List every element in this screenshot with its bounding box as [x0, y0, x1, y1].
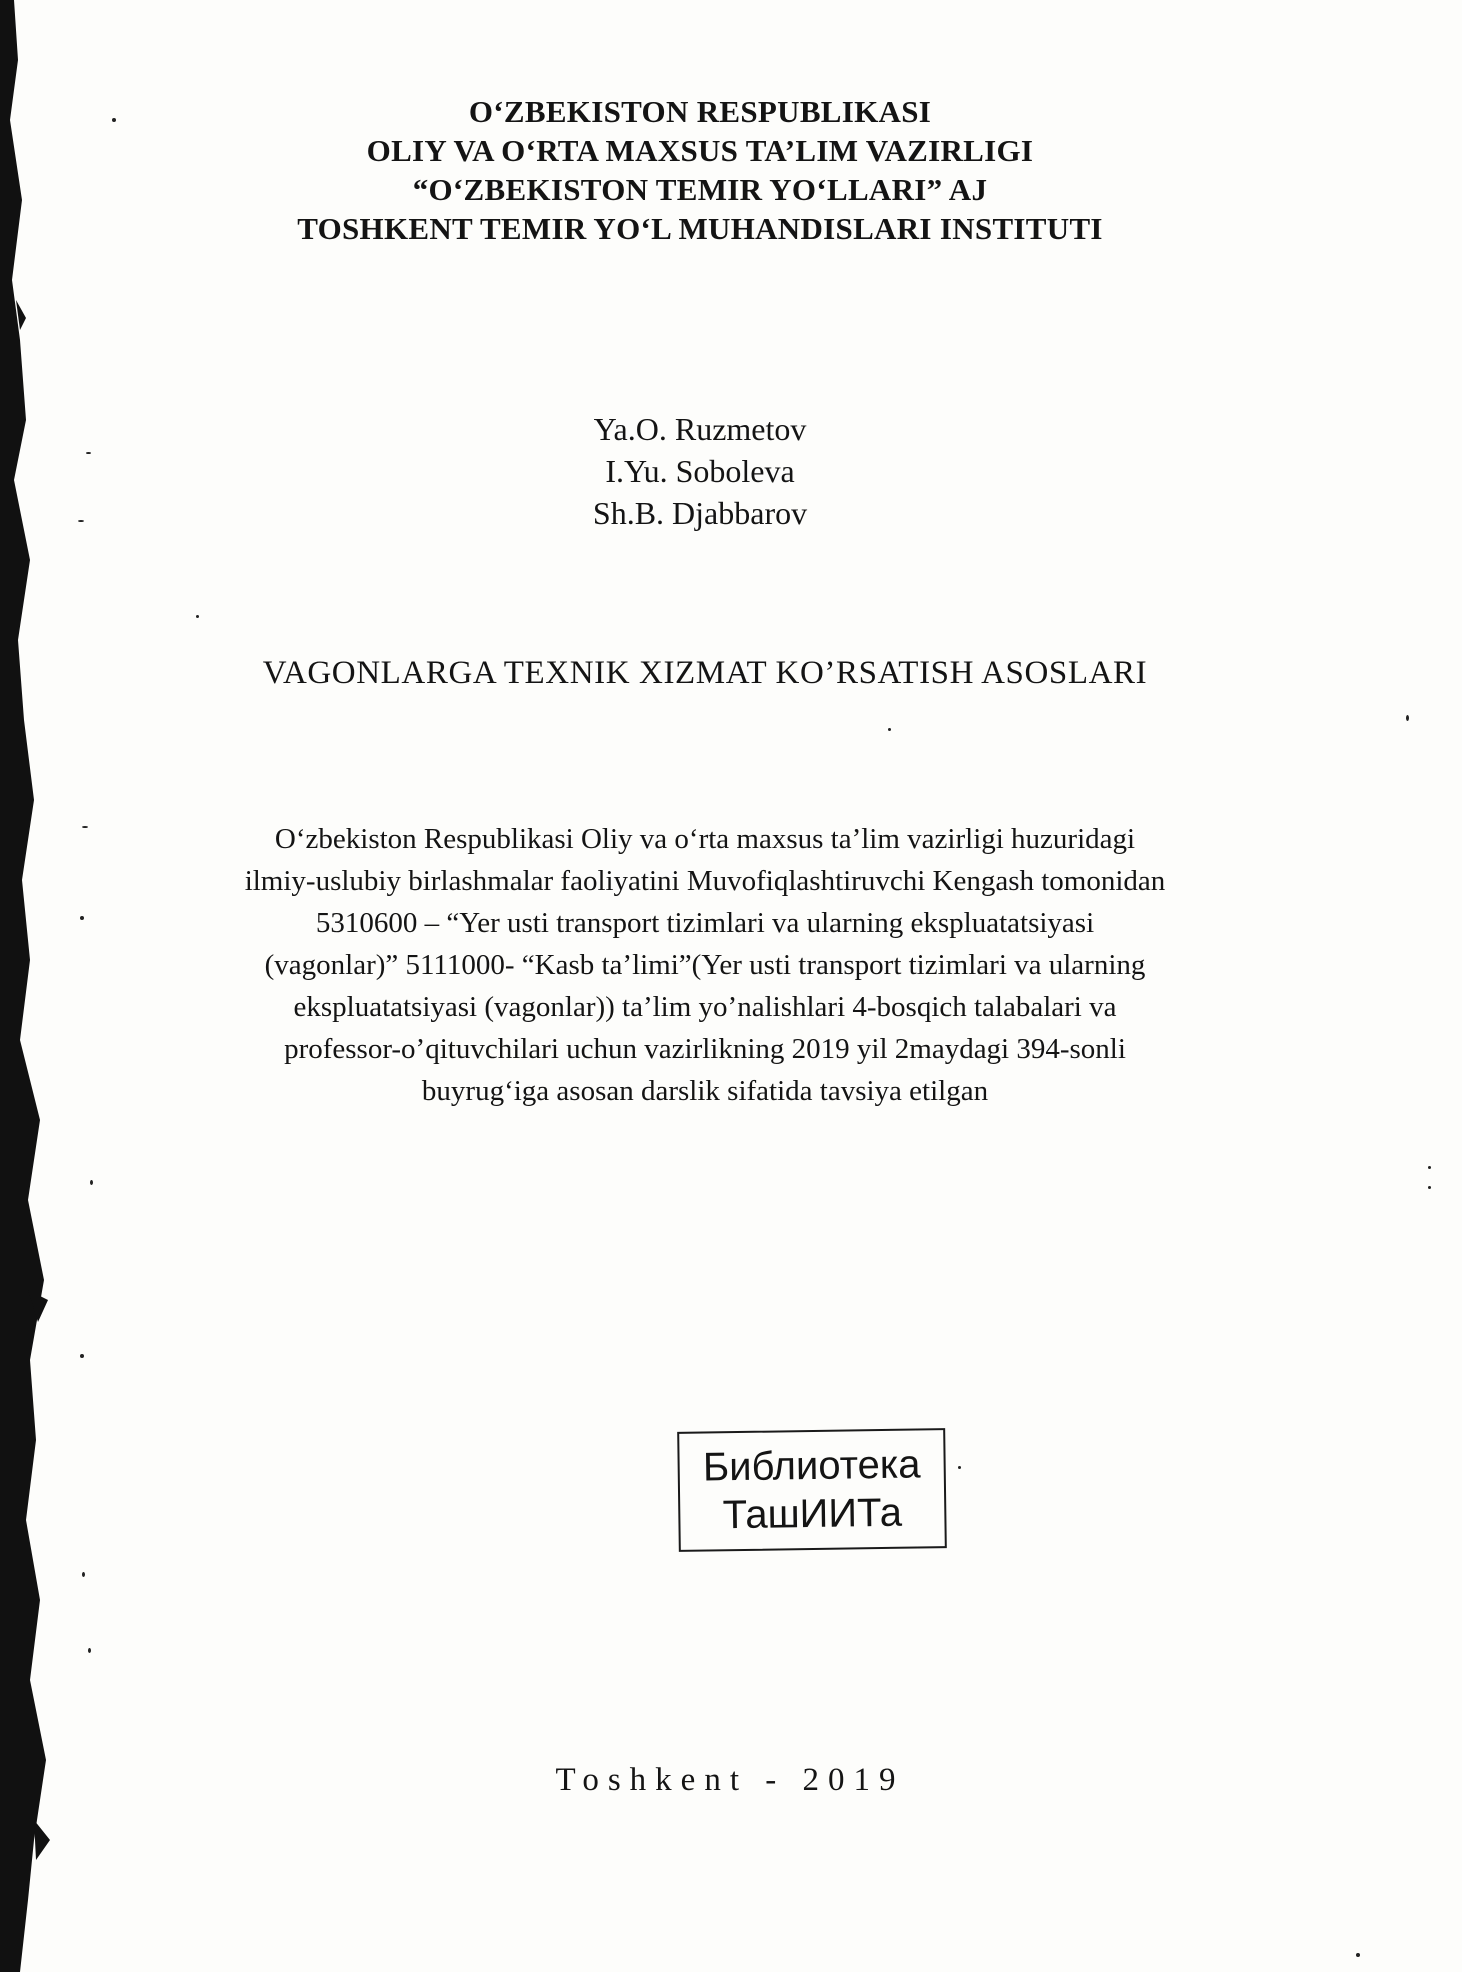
approval-line: 5310600 – “Yer usti transport tizimlari va ularning ekspluatatsiyasi [315, 907, 1095, 939]
author-name: I.Yu. Soboleva [605, 453, 795, 489]
book-title: VAGONLARGA TEXNIK XIZMAT KO’RSATISH ASOSLARI [262, 655, 1148, 691]
author-name: Ya.O. Ruzmetov [593, 411, 807, 447]
approval-line: ekspluatatsiyasi (vagonlar)) ta’lim yo’nalishlari 4-bosqich talabalari va [293, 991, 1117, 1023]
scan-speck [958, 1466, 961, 1469]
institution-header [200, 92, 1200, 248]
author-name: Sh.B. Djabbarov [592, 495, 808, 531]
approval-line: buyrug‘iga asosan darslik sifatida tavsiya etilgan [421, 1075, 989, 1107]
approval-line: O‘zbekiston Respublikasi Oliy va o‘rta maxsus ta’lim vazirligi huzuridagi [274, 823, 1136, 855]
scan-speck [1428, 1166, 1431, 1169]
scan-speck [1428, 1186, 1431, 1189]
scan-speck [1356, 1953, 1360, 1957]
scan-speck [1406, 715, 1409, 721]
header-line-railways: “O‘ZBEKISTON TEMIR YO‘LLARI” AJ [412, 172, 988, 207]
scan-edge-shadow [0, 0, 52, 1972]
scan-speck [88, 1648, 91, 1653]
scan-speck [78, 520, 84, 522]
scan-speck [80, 1354, 84, 1358]
stamp-line-institute: ТашИИТа [722, 1490, 903, 1538]
stamp-line-library: Библиотека [702, 1442, 921, 1490]
scan-speck [112, 118, 116, 122]
header-line-institute: TOSHKENT TEMIR YO‘L MUHANDISLARI INSTITUTI [297, 211, 1103, 246]
scan-speck [82, 826, 88, 828]
header-line-republic: O‘ZBEKISTON RESPUBLIKASI [468, 94, 932, 129]
scan-speck [196, 615, 199, 618]
place-and-year: Toshkent - 2019 [555, 1762, 905, 1798]
scan-speck [82, 1572, 85, 1577]
scan-speck [90, 1180, 93, 1185]
approval-line: professor-o’qituvchilari uchun vazirlikning 2019 yil 2maydagi 394-sonli [284, 1033, 1126, 1065]
scan-speck [86, 452, 91, 454]
scan-speck [80, 916, 84, 920]
authors-block [520, 408, 880, 534]
header-line-ministry: OLIY VA O‘RTA MAXSUS TA’LIM VAZIRLIGI [366, 133, 1034, 168]
approval-line: (vagonlar)” 5111000- “Kasb ta’limi”(Yer usti transport tizimlari va ularning [264, 949, 1146, 981]
approval-line: ilmiy-uslubiy birlashmalar faoliyatini Muvofiqlashtiruvchi Kengash tomonidan [244, 865, 1166, 897]
scan-speck [888, 728, 891, 731]
approval-statement [140, 818, 1270, 1112]
library-stamp [677, 1428, 947, 1552]
